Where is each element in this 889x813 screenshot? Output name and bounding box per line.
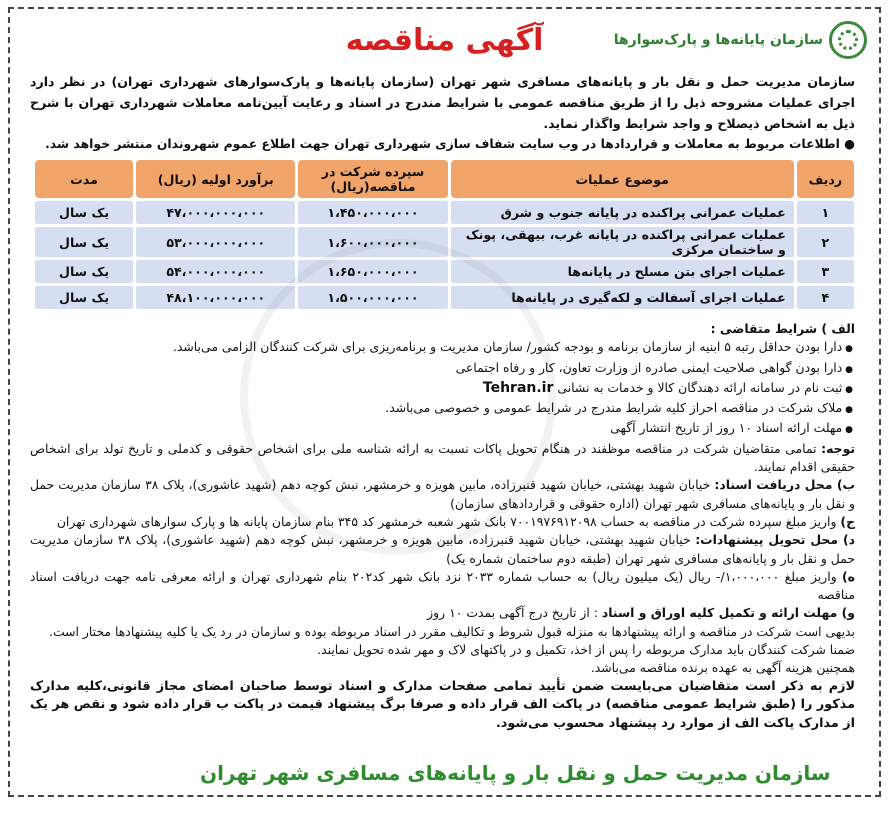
ad-header bbox=[10, 9, 879, 65]
table-row bbox=[35, 260, 854, 283]
row-duration: یک سال bbox=[35, 201, 133, 224]
notice-text: تمامی متقاضیان شرکت در مناقصه موظفند در هنگام تحویل پاکات نسبت به ارائه شناسه ملی برای اشخاص حقوقی و کدملی و تاریخ تولد برای اشخاص حقیقی اقدام نمایند. bbox=[30, 440, 855, 475]
operations-table bbox=[32, 157, 857, 312]
condition-item: ● دارا بودن گواهی صلاحیت ایمنی صادره از وزارت تعاون، کار و رفاه اجتماعی bbox=[30, 359, 855, 379]
table-row bbox=[35, 286, 854, 309]
row-number: ۲ bbox=[797, 227, 854, 257]
row-estimate: ۴۸،۱۰۰،۰۰۰،۰۰۰ bbox=[136, 286, 295, 309]
intro-text: در نظر دارد اجرای عملیات مشروحه ذیل را از طریق مناقصه عمومی با شرایط مندرج در اسناد و رعایت آیین‌نامه معاملات شهرداری تهران با شرح ذیل به اشخاص ذیصلاح و واجد شرایط واگذار نماید. bbox=[30, 74, 855, 131]
row-deposit: ۱،۶۵۰،۰۰۰،۰۰۰ bbox=[298, 260, 447, 283]
condition-item: ● دارا بودن حداقل رتبه ۵ ابنیه از سازمان برنامه و بودجه کشور/ سازمان مدیریت و برنامه‌ریزی برای شرکت کنندگان الزامی می‌باشد. bbox=[30, 338, 855, 358]
header-row-number: ردیف bbox=[797, 160, 854, 198]
section-label: د) محل تحویل پیشنهادات: bbox=[695, 532, 855, 548]
row-deposit: ۱،۴۵۰،۰۰۰،۰۰۰ bbox=[298, 201, 447, 224]
section-label: ج) bbox=[840, 513, 855, 529]
condition-item: ● مهلت ارائه اسناد ۱۰ روز از تاریخ انتشار آگهی bbox=[30, 419, 855, 439]
section-label: ه) bbox=[842, 568, 855, 584]
footer-org-name: سازمان مدیریت حمل و نقل بار و پایانه‌های مسافری شهر تهران bbox=[200, 761, 831, 785]
row-estimate: ۴۷،۰۰۰،۰۰۰،۰۰۰ bbox=[136, 201, 295, 224]
website-link[interactable]: Tehran.ir bbox=[482, 379, 554, 396]
section-item bbox=[30, 531, 855, 568]
tender-ad bbox=[8, 7, 881, 797]
section-item bbox=[30, 476, 855, 513]
condition-item: ● ملاک شرکت در مناقصه احراز کلیه شرایط مندرج در شرایط عمومی و خصوصی می‌باشد. bbox=[30, 399, 855, 419]
notice-paragraph bbox=[30, 440, 855, 477]
condition-item-site bbox=[30, 379, 855, 399]
row-deposit: ۱،۵۰۰،۰۰۰،۰۰۰ bbox=[298, 286, 447, 309]
section-item bbox=[30, 604, 855, 622]
row-duration: یک سال bbox=[35, 260, 133, 283]
section-text: واریز مبلغ سپرده شرکت در مناقصه به حساب ۷۰۰۱۹۷۶۹۱۲۰۹۸ بانک شهر شعبه خرمشهر کد ۳۴۵ بنام سازمان پایانه ها و پارک سوارهای شهرداری تهران bbox=[56, 513, 841, 529]
section-text: خیابان شهید بهشتی، خیابان شهید قنبرزاده، مابین هویزه و خرمشهر، نبش کوچه دهم (شهید عاشوری)، پلاک ۳۸ سازمان مدیریت حمل و نقل بار و پایانه‌های مسافری شهر تهران (اداره حقوقی و قراردادهای سازمان) bbox=[30, 477, 855, 511]
paragraph: همچنین هزینه آگهی به عهده برنده مناقصه می‌باشد. bbox=[590, 660, 855, 676]
notice-label: توجه: bbox=[821, 440, 855, 456]
paragraph: بدیهی است شرکت در مناقصه و ارائه پیشنهادها به منزله قبول شروط و تکالیف مقرر در اسناد مربوطه بوده و سازمان در رد یک یا کلیه پیشنهادها مختار است. bbox=[49, 623, 855, 639]
row-title: عملیات اجرای بتن مسلح در پایانه‌ها bbox=[451, 260, 794, 283]
section-text: واریز مبلغ ۱،۰۰۰،۰۰۰/- ریال (یک میلیون ریال) به حساب شماره ۲۰۳۳ نزد بانک شهر کد۲۰۲ بنام شهرداری تهران و ارائه معرفی نامه جهت دریافت اسناد مناقصه bbox=[30, 568, 855, 603]
header-estimate: برآورد اولیه (ریال) bbox=[136, 160, 295, 198]
row-estimate: ۵۳،۰۰۰،۰۰۰،۰۰۰ bbox=[136, 227, 295, 257]
transparency-note: ● اطلاعات مربوط به معاملات و قراردادها در وب سایت شفاف سازی شهرداری تهران جهت اطلاع عموم شهروندان منتشر خواهد شد. bbox=[45, 136, 855, 151]
row-number: ۱ bbox=[797, 201, 854, 224]
row-duration: یک سال bbox=[35, 286, 133, 309]
header-duration: مدت bbox=[35, 160, 133, 198]
row-duration: یک سال bbox=[35, 227, 133, 257]
section-text: : از تاریخ درج آگهی بمدت ۱۰ روز bbox=[427, 605, 602, 621]
row-number: ۳ bbox=[797, 260, 854, 283]
row-title: عملیات عمرانی پراکنده در پایانه غرب، بیهقی، پونک و ساختمان مرکزی bbox=[451, 227, 794, 257]
row-number: ۴ bbox=[797, 286, 854, 309]
intro-org-name: سازمان مدیریت حمل و نقل بار و پایانه‌های مسافری شهر تهران (سازمان پایانه‌ها و پارک‌سوارهای شهرداری تهران) bbox=[111, 74, 855, 89]
row-title: عملیات عمرانی پراکنده در پایانه جنوب و شرق bbox=[451, 201, 794, 224]
ad-sections bbox=[10, 312, 879, 733]
paragraph: ضمنا شرکت کنندگان باید مدارک مربوطه را پس از اخذ، تکمیل و در پاکتهای لاک و مهر شده تحویل نمایند. bbox=[317, 642, 855, 658]
intro-paragraph bbox=[10, 65, 879, 134]
header-deposit: سپرده شرکت در مناقصه(ریال) bbox=[298, 160, 447, 198]
ad-title: آگهی مناقصه bbox=[345, 23, 544, 58]
logo-text: سازمان پایانه‌ها و پارک‌سوارها bbox=[613, 32, 823, 48]
row-estimate: ۵۴،۰۰۰،۰۰۰،۰۰۰ bbox=[136, 260, 295, 283]
row-title: عملیات اجرای آسفالت و لکه‌گیری در پایانه‌ها bbox=[451, 286, 794, 309]
table-row bbox=[35, 201, 854, 224]
section-label: ب) محل دریافت اسناد: bbox=[714, 477, 856, 493]
section-item bbox=[30, 513, 855, 531]
table-row bbox=[35, 227, 854, 257]
section-item bbox=[30, 568, 855, 605]
table-header-row bbox=[35, 160, 854, 198]
row-deposit: ۱،۶۰۰،۰۰۰،۰۰۰ bbox=[298, 227, 447, 257]
section-label: و) مهلت ارائه و تکمیل کلیه اوراق و اسناد bbox=[601, 605, 855, 621]
condition-item-text: ثبت نام در سامانه ارائه دهندگان کالا و خدمات به نشانی bbox=[557, 379, 843, 395]
conditions-heading: الف ) شرایط متقاضی : bbox=[710, 321, 855, 336]
section-text: خیابان شهید بهشتی، خیابان شهید قنبرزاده، مابین هویزه و خرمشهر، نبش کوچه دهم (شهید عاشوری)، پلاک ۳۸ سازمان مدیریت حمل و نقل بار و پایانه‌های مسافری شهر تهران (طبقه دوم ساختمان شماره یک) bbox=[30, 532, 855, 566]
header-title: موضوع عملیات bbox=[451, 160, 794, 198]
final-note: لازم به ذکر است متقاضیان می‌بایست ضمن تأیید تمامی صفحات مدارک و اسناد توسط صاحبان امضای مجاز قانونی،کلیه مدارک مذکور را (طبق شرایط عمومی مناقصه) در پاکت الف قرار داده و صرفا برگ پیشنهاد قیمت در پاکت ب قرار داده شود و نقص هر یک از مدارک پاکت الف از موارد رد پیشنهاد محسوب می‌شود. bbox=[30, 678, 855, 731]
